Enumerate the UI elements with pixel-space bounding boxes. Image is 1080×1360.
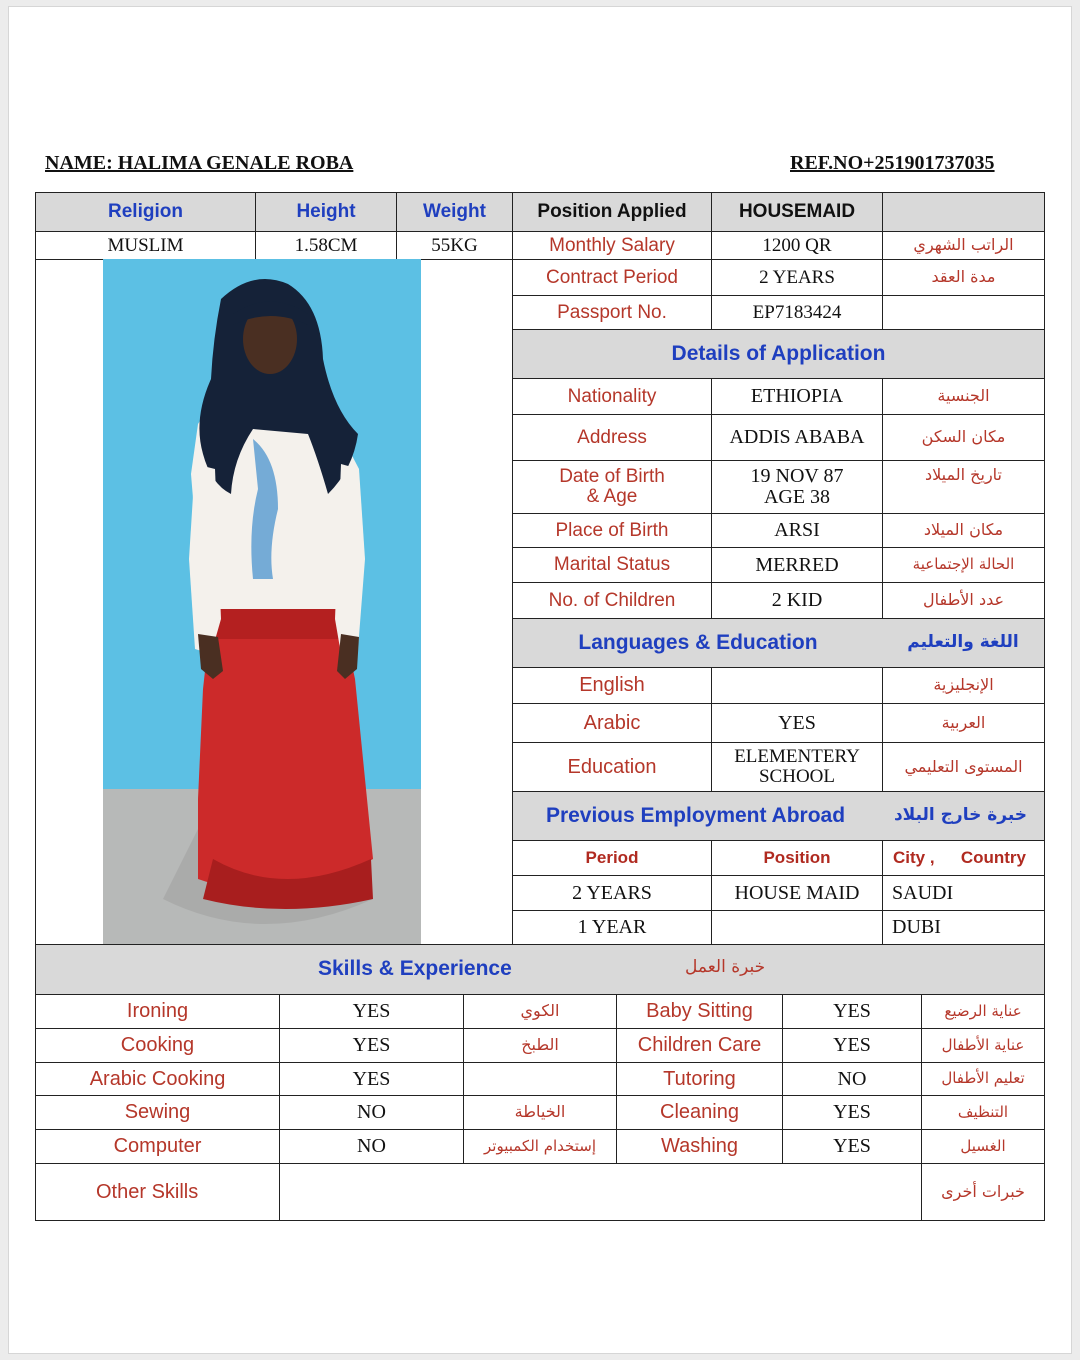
skill-cleaning-arabic: التنظيف (921, 1095, 1045, 1130)
education-label: Education (512, 742, 712, 792)
religion-header: Religion (35, 192, 256, 232)
contract-period-value: 2 YEARS (711, 259, 883, 296)
skills-section-header (35, 944, 1045, 995)
nationality-arabic: الجنسية (882, 378, 1045, 415)
employment-row-2-location: DUBI (882, 910, 1045, 945)
employment-row-1-position: HOUSE MAID (711, 875, 883, 911)
period-header: Period (512, 840, 712, 876)
skill-arabic-cooking-value: YES (279, 1062, 464, 1096)
passport-arabic-blank (882, 295, 1045, 330)
employment-row-2-position (711, 910, 883, 945)
skills-section-arabic: خبرة العمل (685, 957, 766, 977)
birthplace-arabic: مكان الميلاد (882, 513, 1045, 548)
skill-computer-arabic: إستخدام الكمبيوتر (463, 1129, 617, 1164)
education-value (711, 742, 883, 792)
birthplace-label: Place of Birth (512, 513, 712, 548)
skill-tutoring-arabic: تعليم الأطفال (921, 1062, 1045, 1096)
position-header: Position (711, 840, 883, 876)
skill-sewing-value: NO (279, 1095, 464, 1130)
passport-value: EP7183424 (711, 295, 883, 330)
dob-value-line2: AGE 38 (763, 486, 831, 508)
languages-section-title: Languages & Education (512, 618, 883, 668)
dob-label-line2: & Age (586, 486, 638, 507)
employment-row-1-period: 2 YEARS (512, 875, 712, 911)
dob-label-line1: Date of Birth (559, 466, 665, 488)
height-header: Height (255, 192, 397, 232)
skill-ironing-label: Ironing (35, 994, 280, 1029)
skill-baby-sitting-value: YES (782, 994, 922, 1029)
skill-ironing-value: YES (279, 994, 464, 1029)
candidate-name: NAME: HALIMA GENALE ROBA (45, 152, 354, 174)
address-arabic: مكان السكن (882, 414, 1045, 461)
address-label: Address (512, 414, 712, 461)
person-photo-icon (103, 259, 421, 944)
arabic-label: Arabic (512, 703, 712, 743)
other-skills-value (279, 1163, 922, 1221)
marital-value: MERRED (711, 547, 883, 583)
city-header: City , (893, 848, 935, 868)
marital-label: Marital Status (512, 547, 712, 583)
reference-number: REF.NO+251901737035 (790, 152, 995, 174)
skill-computer-value: NO (279, 1129, 464, 1164)
dob-value (711, 460, 883, 514)
skill-children-care-label: Children Care (616, 1028, 783, 1063)
weight-value: 55KG (396, 231, 513, 260)
skills-section-title: Skills & Experience (318, 957, 512, 980)
skill-cleaning-value: YES (782, 1095, 922, 1130)
skill-cleaning-label: Cleaning (616, 1095, 783, 1130)
contract-period-arabic: مدة العقد (882, 259, 1045, 296)
religion-value: MUSLIM (35, 231, 256, 260)
skill-washing-arabic: الغسيل (921, 1129, 1045, 1164)
weight-header: Weight (396, 192, 513, 232)
skill-washing-label: Washing (616, 1129, 783, 1164)
skill-tutoring-label: Tutoring (616, 1062, 783, 1096)
skill-tutoring-value: NO (782, 1062, 922, 1096)
skill-sewing-arabic: الخياطة (463, 1095, 617, 1130)
skill-baby-sitting-arabic: عناية الرضيع (921, 994, 1045, 1029)
skill-baby-sitting-label: Baby Sitting (616, 994, 783, 1029)
marital-arabic: الحالة الإجتماعية (882, 547, 1045, 583)
children-label: No. of Children (512, 582, 712, 619)
details-section-title: Details of Application (512, 329, 1045, 379)
english-value (711, 667, 883, 704)
employment-section-title: Previous Employment Abroad (512, 791, 878, 841)
employment-row-2-period: 1 YEAR (512, 910, 712, 945)
other-skills-arabic: خبرات أخرى (921, 1163, 1045, 1221)
position-value: HOUSEMAID (711, 192, 883, 232)
skill-children-care-arabic: عناية الأطفال (921, 1028, 1045, 1063)
address-value: ADDIS ABABA (711, 414, 883, 461)
position-label: Position Applied (512, 192, 712, 232)
country-header: Country (960, 848, 1026, 868)
children-value: 2 KID (711, 582, 883, 619)
skill-cooking-arabic: الطبخ (463, 1028, 617, 1063)
position-arabic-blank (882, 192, 1045, 232)
birthplace-value: ARSI (711, 513, 883, 548)
skill-children-care-value: YES (782, 1028, 922, 1063)
employment-section-arabic: خبرة خارج البلاد (877, 791, 1045, 841)
education-arabic: المستوى التعليمي (882, 742, 1045, 792)
height-value: 1.58CM (255, 231, 397, 260)
nationality-value: ETHIOPIA (711, 378, 883, 415)
english-label: English (512, 667, 712, 704)
salary-value: 1200 QR (711, 231, 883, 260)
dob-arabic: تاريخ الميلاد (882, 460, 1045, 514)
children-arabic: عدد الأطفال (882, 582, 1045, 619)
skill-arabic-cooking-arabic (463, 1062, 617, 1096)
skill-cooking-label: Cooking (35, 1028, 280, 1063)
english-arabic: الإنجليزية (882, 667, 1045, 704)
passport-label: Passport No. (512, 295, 712, 330)
nationality-label: Nationality (512, 378, 712, 415)
other-skills-label: Other Skills (35, 1163, 280, 1221)
education-value-line2: SCHOOL (758, 766, 835, 787)
languages-section-arabic: اللغة والتعليم (882, 618, 1045, 668)
skill-cooking-value: YES (279, 1028, 464, 1063)
education-value-line1: ELEMENTERY (734, 746, 860, 768)
contract-period-label: Contract Period (512, 259, 712, 296)
dob-label (512, 460, 712, 514)
arabic-value: YES (711, 703, 883, 743)
arabic-arabic: العربية (882, 703, 1045, 743)
skill-computer-label: Computer (35, 1129, 280, 1164)
skill-sewing-label: Sewing (35, 1095, 280, 1130)
salary-arabic: الراتب الشهري (882, 231, 1045, 260)
salary-label: Monthly Salary (512, 231, 712, 260)
employment-row-1-location: SAUDI (882, 875, 1045, 911)
skill-ironing-arabic: الكوي (463, 994, 617, 1029)
dob-value-line1: 19 NOV 87 (750, 465, 844, 487)
skill-washing-value: YES (782, 1129, 922, 1164)
city-country-header (882, 840, 1045, 876)
skill-arabic-cooking-label: Arabic Cooking (35, 1062, 280, 1096)
